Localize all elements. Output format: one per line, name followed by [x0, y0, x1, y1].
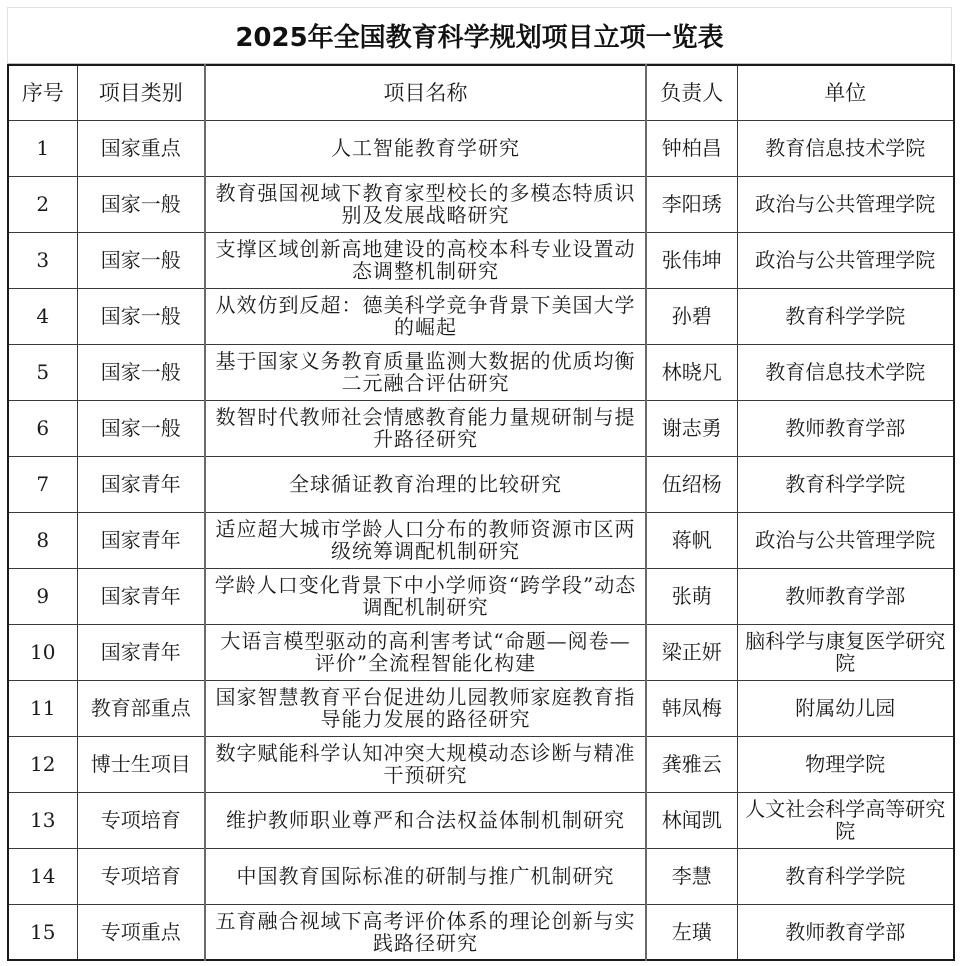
cell-no: 15: [8, 904, 77, 960]
cell-category: 国家青年: [77, 568, 205, 624]
project-table: [7, 64, 955, 961]
cell-leader: 谢志勇: [646, 400, 737, 456]
header-category: 项目类别: [77, 65, 205, 120]
table-row: [8, 232, 954, 288]
cell-leader: 林晓凡: [646, 344, 737, 400]
table-row: [8, 568, 954, 624]
header-leader: 负责人: [646, 65, 737, 120]
cell-no: 6: [8, 400, 77, 456]
table-row: [8, 456, 954, 512]
cell-no: 9: [8, 568, 77, 624]
cell-no: 5: [8, 344, 77, 400]
cell-no: 4: [8, 288, 77, 344]
cell-project-name: 大语言模型驱动的高利害考试“命题—阅卷—评价”全流程智能化构建: [205, 624, 646, 680]
table-body: [8, 120, 954, 960]
cell-project-name: 基于国家义务教育质量监测大数据的优质均衡二元融合评估研究: [205, 344, 646, 400]
cell-leader: 李阳琇: [646, 176, 737, 232]
cell-leader: 梁正妍: [646, 624, 737, 680]
table-row: [8, 680, 954, 736]
cell-category: 专项重点: [77, 904, 205, 960]
cell-unit: 教育信息技术学院: [737, 120, 954, 176]
cell-leader: 张萌: [646, 568, 737, 624]
cell-category: 专项培育: [77, 848, 205, 904]
cell-project-name: 数智时代教师社会情感教育能力量规研制与提升路径研究: [205, 400, 646, 456]
cell-project-name: 五育融合视域下高考评价体系的理论创新与实践路径研究: [205, 904, 646, 960]
cell-category: 国家重点: [77, 120, 205, 176]
table-row: [8, 904, 954, 960]
cell-project-name: 中国教育国际标准的研制与推广机制研究: [205, 848, 646, 904]
cell-leader: 张伟坤: [646, 232, 737, 288]
cell-leader: 林闻凯: [646, 792, 737, 848]
cell-category: 专项培育: [77, 792, 205, 848]
cell-unit: 教师教育学部: [737, 904, 954, 960]
cell-project-name: 数字赋能科学认知冲突大规模动态诊断与精准干预研究: [205, 736, 646, 792]
table-row: [8, 120, 954, 176]
cell-project-name: 适应超大城市学龄人口分布的教师资源市区两级统筹调配机制研究: [205, 512, 646, 568]
cell-category: 国家一般: [77, 344, 205, 400]
cell-no: 12: [8, 736, 77, 792]
cell-unit: 人文社会科学高等研究院: [737, 792, 954, 848]
cell-category: 博士生项目: [77, 736, 205, 792]
cell-project-name: 国家智慧教育平台促进幼儿园教师家庭教育指导能力发展的路径研究: [205, 680, 646, 736]
cell-no: 1: [8, 120, 77, 176]
header-row: [8, 65, 954, 120]
cell-leader: 钟柏昌: [646, 120, 737, 176]
cell-unit: 教育信息技术学院: [737, 344, 954, 400]
cell-project-name: 教育强国视域下教育家型校长的多模态特质识别及发展战略研究: [205, 176, 646, 232]
document-title: 2025年全国教育科学规划项目立项一览表: [7, 7, 952, 64]
table-row: [8, 792, 954, 848]
cell-unit: 教育科学学院: [737, 848, 954, 904]
cell-leader: 伍绍杨: [646, 456, 737, 512]
cell-leader: 蒋帆: [646, 512, 737, 568]
table-row: [8, 344, 954, 400]
cell-leader: 李慧: [646, 848, 737, 904]
cell-project-name: 维护教师职业尊严和合法权益体制机制研究: [205, 792, 646, 848]
cell-unit: 教育科学学院: [737, 288, 954, 344]
cell-project-name: 从效仿到反超：德美科学竞争背景下美国大学的崛起: [205, 288, 646, 344]
cell-unit: 物理学院: [737, 736, 954, 792]
cell-category: 教育部重点: [77, 680, 205, 736]
cell-project-name: 支撑区域创新高地建设的高校本科专业设置动态调整机制研究: [205, 232, 646, 288]
cell-unit: 脑科学与康复医学研究院: [737, 624, 954, 680]
cell-no: 10: [8, 624, 77, 680]
cell-project-name: 全球循证教育治理的比较研究: [205, 456, 646, 512]
header-name: 项目名称: [205, 65, 646, 120]
cell-leader: 孙碧: [646, 288, 737, 344]
cell-unit: 政治与公共管理学院: [737, 176, 954, 232]
cell-no: 8: [8, 512, 77, 568]
header-unit: 单位: [737, 65, 954, 120]
table-row: [8, 176, 954, 232]
cell-unit: 教育科学学院: [737, 456, 954, 512]
cell-category: 国家一般: [77, 400, 205, 456]
cell-category: 国家青年: [77, 456, 205, 512]
table-row: [8, 288, 954, 344]
cell-category: 国家青年: [77, 624, 205, 680]
cell-unit: 教师教育学部: [737, 568, 954, 624]
table-row: [8, 512, 954, 568]
cell-unit: 教师教育学部: [737, 400, 954, 456]
cell-unit: 附属幼儿园: [737, 680, 954, 736]
cell-category: 国家一般: [77, 232, 205, 288]
cell-category: 国家一般: [77, 288, 205, 344]
cell-category: 国家青年: [77, 512, 205, 568]
cell-no: 13: [8, 792, 77, 848]
cell-no: 14: [8, 848, 77, 904]
cell-leader: 龚雅云: [646, 736, 737, 792]
cell-unit: 政治与公共管理学院: [737, 512, 954, 568]
header-no: 序号: [8, 65, 77, 120]
cell-project-name: 人工智能教育学研究: [205, 120, 646, 176]
cell-category: 国家一般: [77, 176, 205, 232]
cell-leader: 左璜: [646, 904, 737, 960]
table-row: [8, 624, 954, 680]
cell-no: 11: [8, 680, 77, 736]
cell-leader: 韩凤梅: [646, 680, 737, 736]
cell-unit: 政治与公共管理学院: [737, 232, 954, 288]
cell-no: 7: [8, 456, 77, 512]
table-row: [8, 736, 954, 792]
cell-no: 3: [8, 232, 77, 288]
table-row: [8, 848, 954, 904]
cell-project-name: 学龄人口变化背景下中小学师资“跨学段”动态调配机制研究: [205, 568, 646, 624]
table-row: [8, 400, 954, 456]
table-header: [8, 65, 954, 120]
cell-no: 2: [8, 176, 77, 232]
